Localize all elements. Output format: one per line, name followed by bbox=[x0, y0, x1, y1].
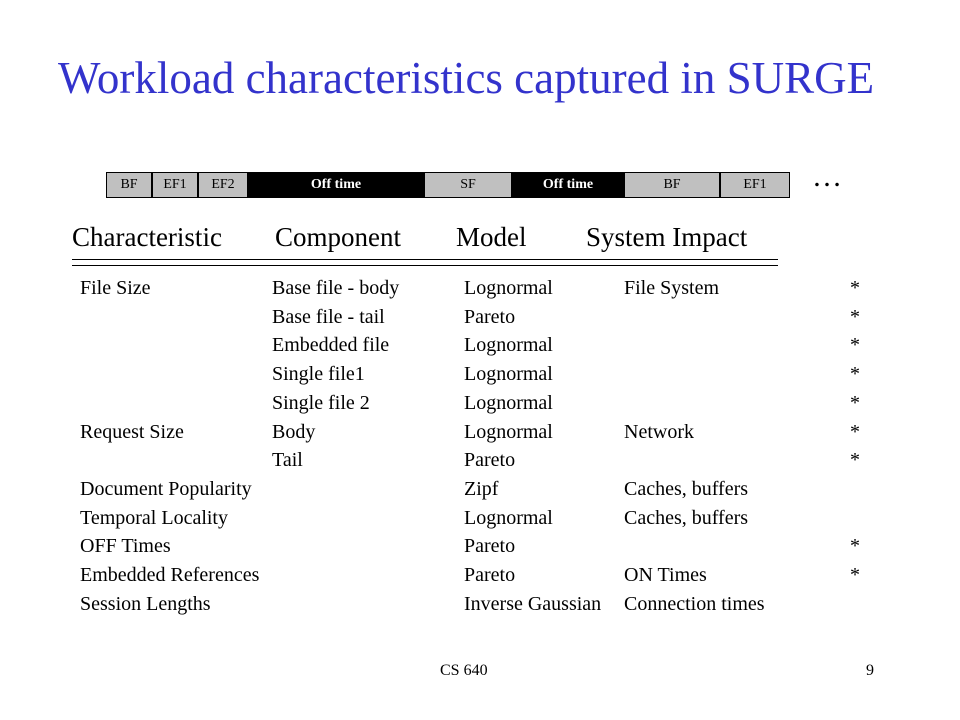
cell-component: Single file 2 bbox=[272, 392, 370, 414]
timeline-segment-off-time: Off time bbox=[248, 172, 424, 198]
cell-marker: * bbox=[850, 421, 860, 443]
cell-marker: * bbox=[850, 564, 860, 586]
header-characteristic: Characteristic bbox=[72, 222, 222, 252]
cell-model: Lognormal bbox=[464, 334, 553, 356]
cell-characteristic: Document Popularity bbox=[80, 478, 252, 500]
cell-component: Base file - body bbox=[272, 277, 400, 299]
cell-model: Pareto bbox=[464, 306, 516, 328]
timeline-segment-bf: BF bbox=[106, 172, 152, 198]
timeline-ellipsis: … bbox=[812, 160, 844, 193]
cell-characteristic: Session Lengths bbox=[80, 593, 211, 615]
timeline-segment-sf: SF bbox=[424, 172, 512, 198]
cell-model: Pareto bbox=[464, 564, 516, 586]
cell-system-impact: Connection times bbox=[624, 593, 765, 615]
cell-model: Lognormal bbox=[464, 277, 553, 299]
timeline-segment-ef2: EF2 bbox=[198, 172, 248, 198]
cell-system-impact: Network bbox=[624, 421, 694, 443]
cell-system-impact: Caches, buffers bbox=[624, 507, 749, 529]
footer-course: CS 640 bbox=[440, 662, 488, 679]
cell-model: Lognormal bbox=[464, 363, 553, 385]
cell-marker: * bbox=[850, 449, 860, 471]
cell-marker: * bbox=[850, 535, 860, 557]
cell-characteristic: Embedded References bbox=[80, 564, 260, 586]
header-rule-bottom bbox=[72, 265, 778, 266]
cell-model: Inverse Gaussian bbox=[464, 593, 602, 615]
cell-model: Zipf bbox=[464, 478, 499, 500]
timeline-segment-off-time: Off time bbox=[512, 172, 624, 198]
cell-marker: * bbox=[850, 277, 860, 299]
timeline-segment-ef1: EF1 bbox=[152, 172, 198, 198]
cell-system-impact: File System bbox=[624, 277, 720, 299]
cell-model: Pareto bbox=[464, 535, 516, 557]
header-model: Model bbox=[456, 222, 527, 252]
header-system-impact: System Impact bbox=[586, 222, 748, 252]
header-rule-top bbox=[72, 259, 778, 260]
cell-component: Single file1 bbox=[272, 363, 365, 385]
cell-model: Pareto bbox=[464, 449, 516, 471]
cell-characteristic: OFF Times bbox=[80, 535, 171, 557]
cell-component: Body bbox=[272, 421, 316, 443]
cell-marker: * bbox=[850, 363, 860, 385]
cell-model: Lognormal bbox=[464, 421, 553, 443]
footer-page-number: 9 bbox=[866, 662, 874, 679]
cell-marker: * bbox=[850, 306, 860, 328]
cell-component: Base file - tail bbox=[272, 306, 385, 328]
cell-marker: * bbox=[850, 392, 860, 414]
timeline-segment-ef1: EF1 bbox=[720, 172, 790, 198]
cell-model: Lognormal bbox=[464, 392, 553, 414]
cell-system-impact: ON Times bbox=[624, 564, 707, 586]
timeline-segment-bf: BF bbox=[624, 172, 720, 198]
header-component: Component bbox=[275, 222, 401, 252]
cell-marker: * bbox=[850, 334, 860, 356]
slide-title: Workload characteristics captured in SURGE bbox=[58, 53, 875, 103]
cell-characteristic: Temporal Locality bbox=[80, 507, 228, 529]
cell-component: Embedded file bbox=[272, 334, 390, 356]
cell-characteristic: File Size bbox=[80, 277, 151, 299]
cell-model: Lognormal bbox=[464, 507, 553, 529]
cell-system-impact: Caches, buffers bbox=[624, 478, 749, 500]
cell-characteristic: Request Size bbox=[80, 421, 184, 443]
cell-component: Tail bbox=[272, 449, 303, 471]
